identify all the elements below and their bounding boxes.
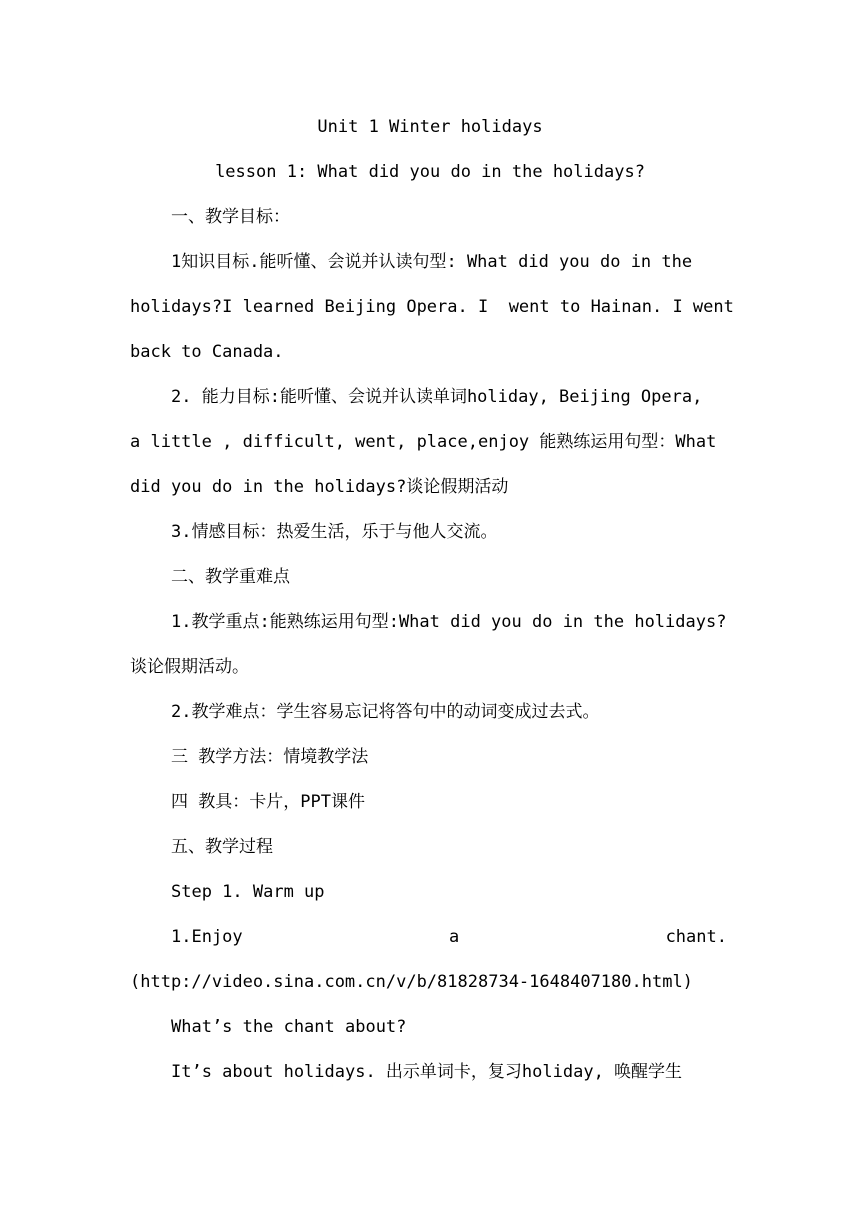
document-title: Unit 1 Winter holidays	[317, 117, 543, 137]
paragraph-line: 2. 能力目标:能听懂、会说并认读单词holiday, Beijing Opera,	[171, 387, 703, 407]
section-heading-methods: 三 教学方法：情境教学法	[171, 747, 369, 767]
paragraph-line: 1知识目标.能听懂、会说并认读句型: What did you do in the	[171, 252, 693, 272]
justified-word: chant.	[665, 927, 727, 947]
section-heading-key-points: 二、教学重难点	[171, 567, 290, 587]
paragraph-line: 谈论假期活动。	[130, 657, 249, 677]
paragraph-line: What’s the chant about?	[171, 1017, 407, 1037]
section-heading-objectives: 一、教学目标：	[171, 207, 290, 227]
section-heading-teaching-aids: 四 教具：卡片，PPT课件	[171, 792, 365, 812]
section-heading-process: 五、教学过程	[171, 837, 273, 857]
lesson-subtitle: lesson 1: What did you do in the holidays?	[215, 162, 645, 182]
paragraph-line: It’s about holidays. 出示单词卡，复习holiday, 唤醒学生	[171, 1062, 683, 1082]
paragraph-line: 3.情感目标：热爱生活，乐于与他人交流。	[171, 522, 498, 542]
paragraph-line: a little , difficult, went, place,enjoy 能熟练运用句型：What	[130, 432, 717, 452]
paragraph-line: did you do in the holidays?谈论假期活动	[130, 477, 509, 497]
paragraph-line: back to Canada.	[130, 342, 284, 362]
paragraph-line: 1.教学重点:能熟练运用句型:What did you do in the holidays?	[171, 612, 727, 632]
justified-line	[171, 925, 727, 949]
step-heading: Step 1. Warm up	[171, 882, 325, 902]
paragraph-line: 2.教学难点：学生容易忘记将答句中的动词变成过去式。	[171, 702, 600, 722]
paragraph-line: (http://video.sina.com.cn/v/b/81828734-1648407180.html)	[130, 972, 693, 992]
justified-word: 1.Enjoy	[171, 927, 243, 947]
paragraph-line: holidays?I learned Beijing Opera. I went to Hainan. I went	[130, 297, 734, 317]
justified-word: a	[448, 927, 460, 947]
